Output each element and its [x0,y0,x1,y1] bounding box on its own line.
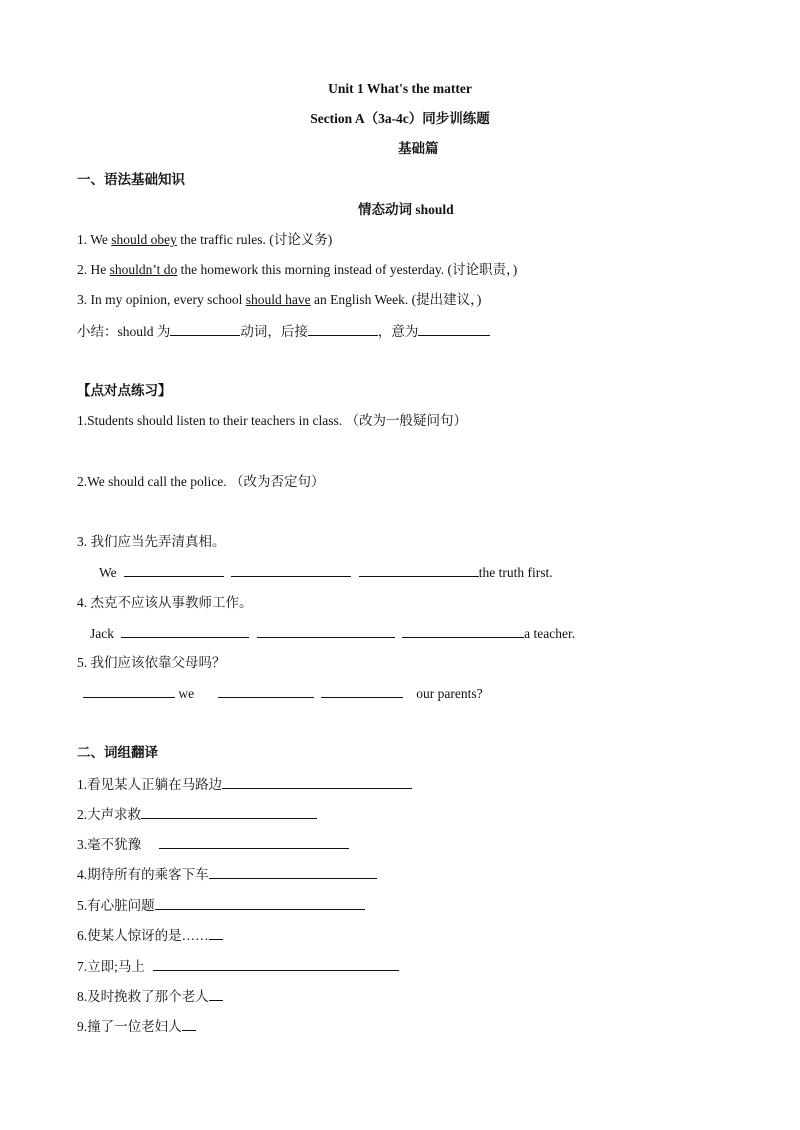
page-subtitle: Section A（3a-4c）同步训练题 [310,111,490,126]
summary-line: 小结：should 为 动词，后接 ，意为 [77,322,490,341]
answer-blank[interactable] [155,896,365,910]
answer-blank[interactable] [170,322,240,336]
answer-blank[interactable] [209,865,377,879]
level-label: 基础篇 [398,141,439,156]
phrase-item: 9.撞了一位老妇人 [77,1017,196,1036]
section-heading-grammar: 一、语法基础知识 [77,172,185,187]
answer-blank[interactable] [141,805,317,819]
answer-blank[interactable] [182,1017,196,1031]
phrase-item: 2.大声求救 [77,805,317,824]
answer-blank[interactable] [222,775,412,789]
example-key-1: should obey [111,232,177,247]
phrase-item: 4.期待所有的乘客下车 [77,865,377,884]
answer-blank[interactable] [209,987,223,1001]
answer-blank[interactable] [159,835,349,849]
answer-blank[interactable] [124,563,224,577]
practice-heading: 【点对点练习】 [77,383,172,398]
phrase-item: 7.立即;马上 [77,957,399,976]
example-sentence-3: 3. In my opinion, every school should have an English Week. (提出建议，) [77,292,482,307]
answer-blank[interactable] [308,322,378,336]
answer-blank[interactable] [321,684,403,698]
answer-blank[interactable] [153,957,399,971]
phrase-item: 8.及时挽救了那个老人 [77,987,223,1006]
phrase-item: 1.看见某人正躺在马路边 [77,775,412,794]
answer-blank[interactable] [257,624,395,638]
phrase-item: 6.使某人惊讶的是…… [77,926,223,945]
practice-question-2: 2.We should call the police. （改为否定句） [77,474,325,489]
answer-blank[interactable] [218,684,314,698]
practice-question-5-prompt: 5. 我们应该依靠父母吗？ [77,655,226,670]
example-key-2: shouldn’t do [109,262,178,277]
practice-question-5-answer: we our parents? [83,684,483,703]
answer-blank[interactable] [231,563,351,577]
practice-question-3-answer: We the truth first. [99,565,553,580]
page-title: Unit 1 What's the matter [328,81,472,96]
answer-blank[interactable] [402,624,524,638]
answer-blank[interactable] [83,684,175,698]
practice-question-3-prompt: 3. 我们应当先弄清真相。 [77,534,226,549]
grammar-topic: 情态动词 should [358,202,454,217]
practice-question-1: 1.Students should listen to their teachers in class. （改为一般疑问句） [77,413,467,428]
answer-blank[interactable] [121,624,249,638]
example-sentence-1: 1. We should obey the traffic rules. (讨论义务) [77,232,333,247]
section-heading-phrases: 二、词组翻译 [77,745,158,760]
answer-blank[interactable] [209,926,223,940]
phrase-item: 3.毫不犹豫 [77,835,349,854]
phrase-item: 5.有心脏问题 [77,896,365,915]
example-sentence-2: 2. He shouldn’t do the homework this morning instead of yesterday. (讨论职责，) [77,262,518,277]
answer-blank[interactable] [418,322,490,336]
answer-blank[interactable] [359,563,479,577]
practice-question-4-prompt: 4. 杰克不应该从事教师工作。 [77,595,253,610]
practice-question-4-answer: Jack a teacher. [90,626,576,641]
example-key-3: should have [245,292,311,307]
